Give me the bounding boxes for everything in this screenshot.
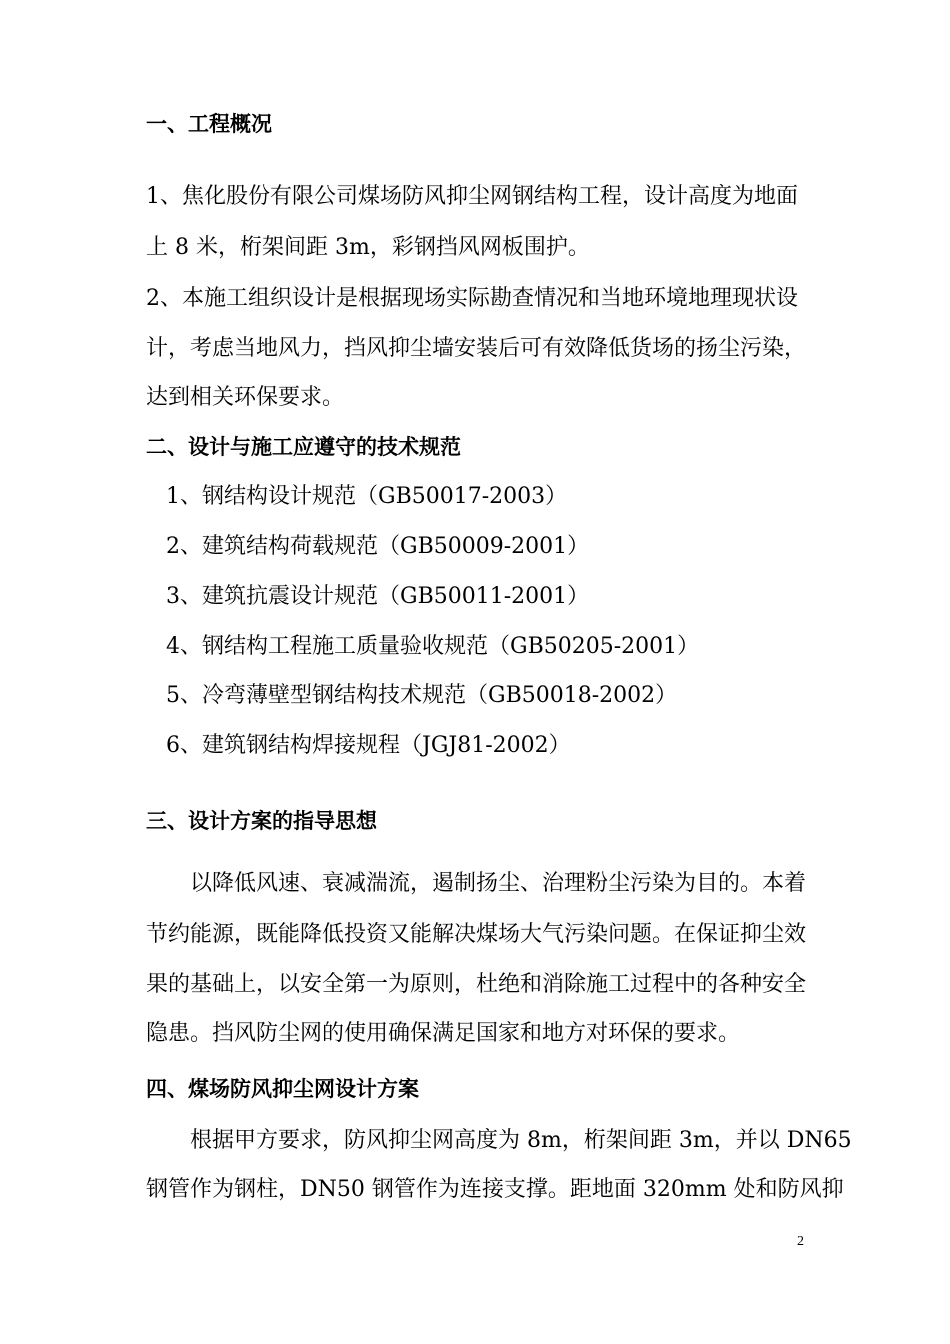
section-heading-1: 一、工程概况 [146, 112, 272, 136]
standard-item: 5、冷弯薄壁型钢结构技术规范（GB50018-2002） [166, 683, 678, 708]
paragraph-line: 达到相关环保要求。 [146, 385, 345, 410]
section-heading-3: 三、设计方案的指导思想 [146, 809, 377, 833]
paragraph-line: 以降低风速、衰减湍流，遏制扬尘、治理粉尘污染为目的。本着 [190, 871, 807, 896]
paragraph-line: 节约能源，既能降低投资又能解决煤场大气污染问题。在保证抑尘效 [146, 922, 807, 947]
standard-item: 4、钢结构工程施工质量验收规范（GB50205-2001） [166, 634, 700, 659]
paragraph-line: 钢管作为钢柱，DN50 钢管作为连接支撑。距地面 320mm 处和防风抑 [146, 1177, 844, 1202]
paragraph-line: 计，考虑当地风力，挡风抑尘墙安装后可有效降低货场的扬尘污染， [146, 336, 807, 361]
paragraph-line: 1、焦化股份有限公司煤场防风抑尘网钢结构工程，设计高度为地面 [146, 184, 798, 209]
paragraph-line: 上 8 米，桁架间距 3m，彩钢挡风网板围护。 [146, 235, 590, 260]
section-heading-2: 二、设计与施工应遵守的技术规范 [146, 435, 461, 459]
paragraph-line: 根据甲方要求，防风抑尘网高度为 8m，桁架间距 3m，并以 DN65 [190, 1128, 852, 1153]
standard-item: 2、建筑结构荷载规范（GB50009-2001） [166, 534, 590, 559]
standard-item: 6、建筑钢结构焊接规程（JGJ81-2002） [166, 733, 571, 758]
page-number: 2 [797, 1234, 804, 1249]
paragraph-line: 果的基础上，以安全第一为原则，杜绝和消除施工过程中的各种安全 [146, 972, 807, 997]
paragraph-line: 隐患。挡风防尘网的使用确保满足国家和地方对环保的要求。 [146, 1021, 741, 1046]
section-heading-4: 四、煤场防风抑尘网设计方案 [146, 1077, 419, 1101]
standard-item: 3、建筑抗震设计规范（GB50011-2001） [166, 584, 590, 609]
standard-item: 1、钢结构设计规范（GB50017-2003） [166, 484, 568, 509]
paragraph-line: 2、本施工组织设计是根据现场实际勘查情况和当地环境地理现状设 [146, 286, 798, 311]
